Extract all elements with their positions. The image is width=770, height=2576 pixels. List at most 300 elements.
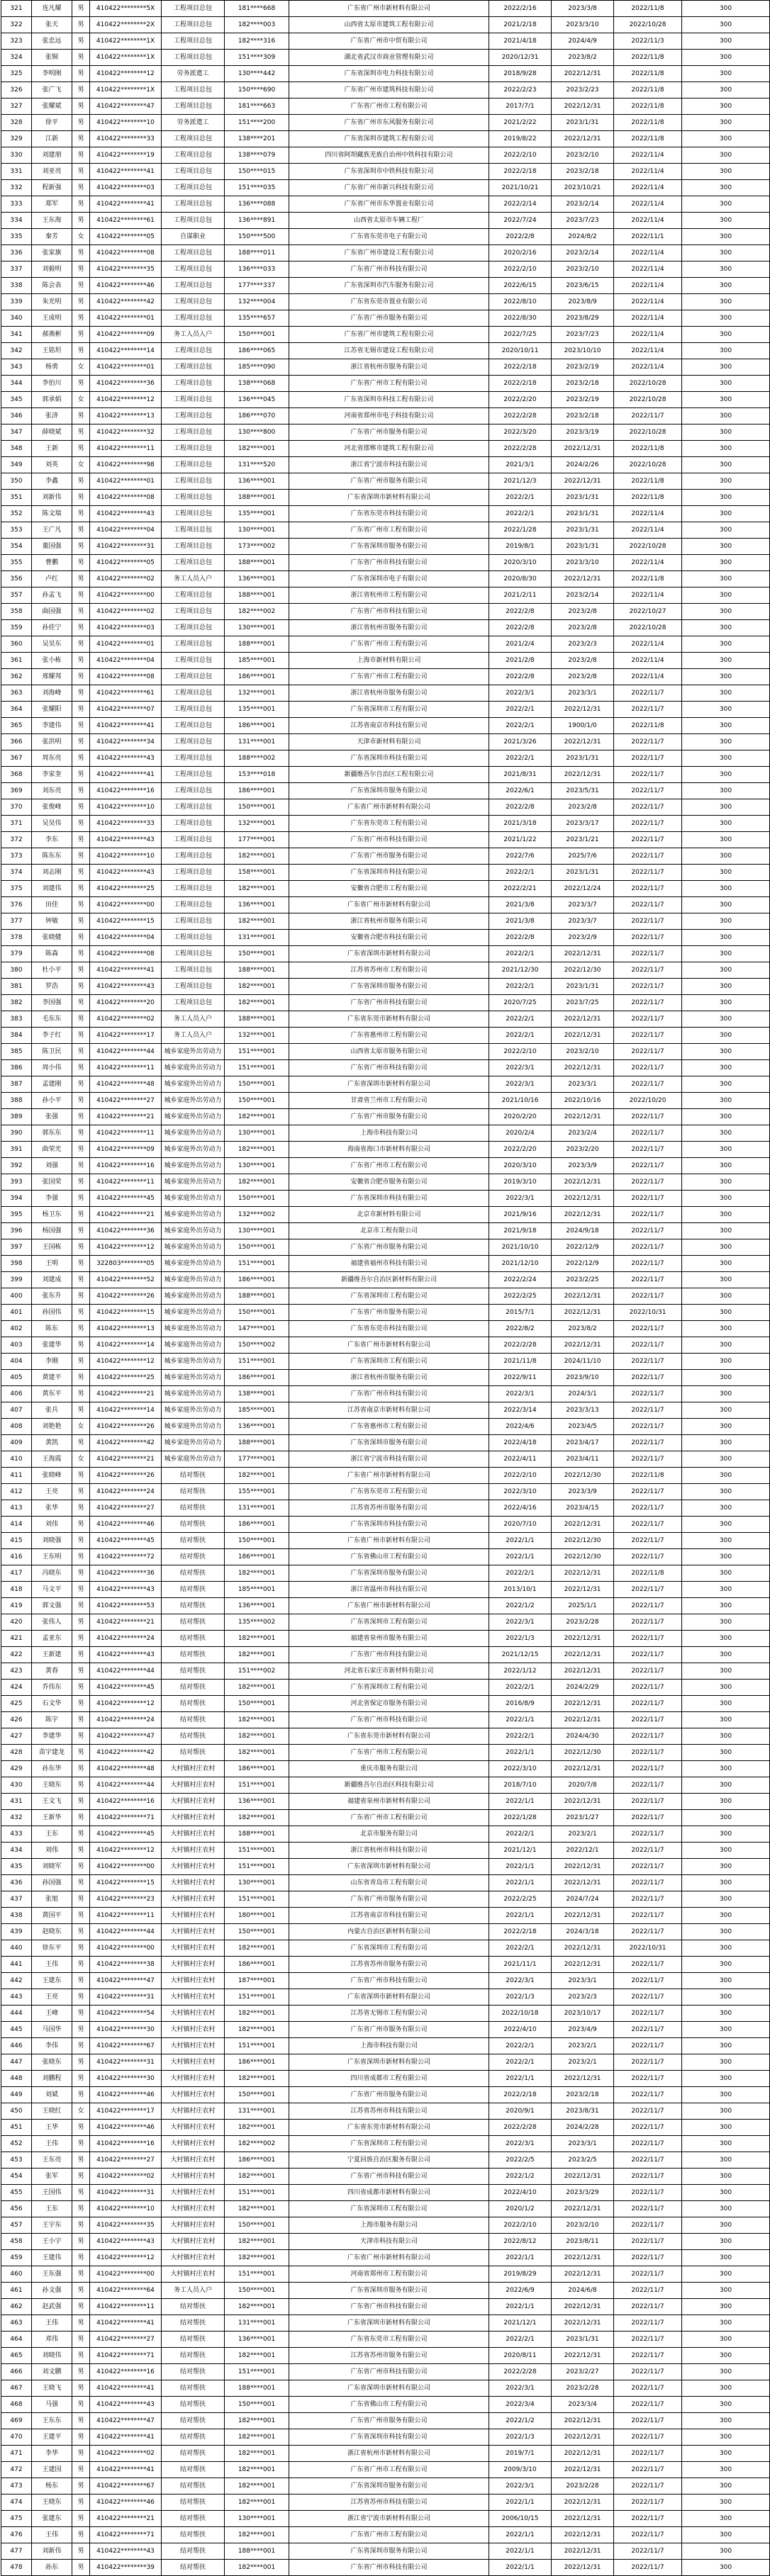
gender-cell: 男 — [72, 2217, 90, 2234]
id-number-cell: 410422********12 — [90, 1239, 162, 1256]
subsidy-amount-cell: 300 — [682, 653, 770, 669]
row-number-cell: 443 — [1, 1989, 32, 2006]
name-cell: 吴昊东 — [32, 636, 72, 653]
employment-category-cell: 城乡家庭外出劳动力 — [162, 1223, 225, 1239]
issue-date-cell: 2022/11/7 — [614, 1728, 682, 1745]
table-row — [1, 767, 770, 783]
issue-date-cell: 2022/11/7 — [614, 1843, 682, 1859]
row-number-cell: 382 — [1, 995, 32, 1011]
issue-date-cell: 2022/11/7 — [614, 1549, 682, 1565]
phone-number-cell: 182****001 — [225, 881, 289, 897]
phone-number-cell: 136****001 — [225, 897, 289, 913]
phone-number-cell: 136****045 — [225, 392, 289, 408]
name-cell: 孙小平 — [32, 1093, 72, 1109]
employer-name-cell: 广东省深圳市服务有限公司 — [289, 539, 489, 555]
contract-end-date-cell: 2023/1/21 — [552, 832, 614, 848]
name-cell: 王文飞 — [32, 1794, 72, 1810]
name-cell: 曲荣光 — [32, 1142, 72, 1158]
employer-name-cell: 山西省太原市建筑工程有限公司 — [289, 17, 489, 33]
phone-number-cell: 182****001 — [225, 995, 289, 1011]
subsidy-amount-cell: 300 — [682, 2283, 770, 2299]
id-number-cell: 410422********19 — [90, 147, 162, 164]
id-number-cell: 410422********43 — [90, 2397, 162, 2413]
table-row — [1, 506, 770, 522]
contract-start-date-cell: 2022/1/28 — [489, 1810, 552, 1826]
contract-end-date-cell: 2023/2/28 — [552, 2380, 614, 2397]
subsidy-amount-cell: 300 — [682, 1386, 770, 1402]
table-row — [1, 408, 770, 424]
issue-date-cell: 2022/10/27 — [614, 604, 682, 620]
subsidy-amount-cell: 300 — [682, 1223, 770, 1239]
gender-cell: 男 — [72, 2250, 90, 2266]
table-row — [1, 1908, 770, 1924]
subsidy-amount-cell: 300 — [682, 1142, 770, 1158]
issue-date-cell: 2022/11/8 — [614, 1565, 682, 1582]
contract-end-date-cell: 2023/2/9 — [552, 930, 614, 946]
row-number-cell: 350 — [1, 473, 32, 490]
contract-start-date-cell: 2022/1/1 — [489, 1712, 552, 1728]
employment-category-cell: 结对帮扶 — [162, 2462, 225, 2478]
id-number-cell: 410422********15 — [90, 913, 162, 930]
phone-number-cell: 185****090 — [225, 359, 289, 376]
employment-category-cell: 工程项目总包 — [162, 979, 225, 995]
employment-category-cell: 结对帮扶 — [162, 2543, 225, 2560]
table-row — [1, 2348, 770, 2364]
phone-number-cell: 130****800 — [225, 424, 289, 441]
name-cell: 刘新伟 — [32, 2543, 72, 2560]
subsidy-amount-cell: 300 — [682, 995, 770, 1011]
contract-start-date-cell: 2013/10/1 — [489, 1582, 552, 1598]
employment-category-cell: 大村镇村庄农村 — [162, 2071, 225, 2087]
contract-start-date-cell: 2022/7/24 — [489, 213, 552, 229]
table-row — [1, 1924, 770, 1940]
gender-cell: 男 — [72, 1728, 90, 1745]
row-number-cell: 463 — [1, 2315, 32, 2332]
gender-cell: 男 — [72, 1761, 90, 1777]
name-cell: 张济 — [32, 408, 72, 424]
subsidy-amount-cell: 300 — [682, 1891, 770, 1908]
phone-number-cell: 136****001 — [225, 473, 289, 490]
contract-end-date-cell: 2023/1/27 — [552, 1810, 614, 1826]
subsidy-amount-cell: 300 — [682, 816, 770, 832]
contract-start-date-cell: 2022/2/28 — [489, 441, 552, 457]
gender-cell: 男 — [72, 2413, 90, 2429]
subsidy-amount-cell: 300 — [682, 1875, 770, 1891]
subsidy-amount-cell: 300 — [682, 180, 770, 196]
name-cell: 王东 — [32, 1826, 72, 1843]
contract-end-date-cell: 2022/12/31 — [552, 2250, 614, 2266]
id-number-cell: 410422********42 — [90, 1745, 162, 1761]
row-number-cell: 336 — [1, 245, 32, 261]
name-cell: 陈东东 — [32, 848, 72, 865]
contract-start-date-cell: 2021/3/8 — [489, 913, 552, 930]
row-number-cell: 395 — [1, 1207, 32, 1223]
table-row — [1, 1028, 770, 1044]
contract-start-date-cell: 2022/1/1 — [489, 1794, 552, 1810]
issue-date-cell: 2022/10/31 — [614, 1305, 682, 1321]
gender-cell: 男 — [72, 1891, 90, 1908]
phone-number-cell: 135****001 — [225, 702, 289, 718]
subsidy-amount-cell: 300 — [682, 685, 770, 702]
contract-start-date-cell: 2022/3/1 — [489, 1614, 552, 1631]
contract-end-date-cell: 2023/2/28 — [552, 1614, 614, 1631]
id-number-cell: 410422********44 — [90, 1777, 162, 1794]
phone-number-cell: 173****002 — [225, 539, 289, 555]
issue-date-cell: 2022/10/31 — [614, 1940, 682, 1957]
employer-name-cell: 广东省广州市服务有限公司 — [289, 1109, 489, 1125]
contract-start-date-cell: 2022/2/1 — [489, 2038, 552, 2054]
issue-date-cell: 2022/11/4 — [614, 636, 682, 653]
table-row — [1, 327, 770, 343]
employer-name-cell: 江苏省南京市科技有限公司 — [289, 718, 489, 734]
gender-cell: 男 — [72, 1305, 90, 1321]
name-cell: 马强 — [32, 2397, 72, 2413]
phone-number-cell: 186****001 — [225, 783, 289, 799]
gender-cell: 男 — [72, 2152, 90, 2169]
name-cell: 王国伟 — [32, 2185, 72, 2201]
table-row — [1, 229, 770, 245]
employment-category-cell: 大村镇村庄农村 — [162, 1891, 225, 1908]
subsidy-amount-cell: 300 — [682, 1468, 770, 1484]
contract-end-date-cell: 2023/4/5 — [552, 1419, 614, 1435]
contract-start-date-cell: 2022/2/18 — [489, 376, 552, 392]
issue-date-cell: 2022/11/7 — [614, 1875, 682, 1891]
issue-date-cell: 2022/11/7 — [614, 2169, 682, 2185]
issue-date-cell: 2022/11/7 — [614, 2266, 682, 2283]
contract-end-date-cell: 2024/2/26 — [552, 457, 614, 473]
employer-name-cell: 广东省佛山市工程有限公司 — [289, 1549, 489, 1565]
phone-number-cell: 182****001 — [225, 2446, 289, 2462]
employer-name-cell: 四川省成都市工程有限公司 — [289, 2071, 489, 2087]
employer-name-cell: 广东省广州市科技有限公司 — [289, 555, 489, 571]
employment-category-cell: 工程项目总包 — [162, 441, 225, 457]
contract-start-date-cell: 2022/3/1 — [489, 2136, 552, 2152]
subsidy-amount-cell: 300 — [682, 2054, 770, 2071]
employer-name-cell: 广东省深圳市服务有限公司 — [289, 979, 489, 995]
gender-cell: 男 — [72, 799, 90, 816]
phone-number-cell: 181****663 — [225, 99, 289, 115]
gender-cell: 男 — [72, 897, 90, 913]
contract-end-date-cell: 2022/12/31 — [552, 2348, 614, 2364]
contract-end-date-cell: 2022/12/31 — [552, 1305, 614, 1321]
contract-end-date-cell: 2025/1/1 — [552, 1598, 614, 1614]
employment-category-cell: 工程项目总包 — [162, 897, 225, 913]
issue-date-cell: 2022/11/7 — [614, 1794, 682, 1810]
issue-date-cell: 2022/11/7 — [614, 734, 682, 750]
table-row — [1, 1582, 770, 1598]
id-number-cell: 410422********12 — [90, 392, 162, 408]
issue-date-cell: 2022/11/7 — [614, 2217, 682, 2234]
contract-start-date-cell: 2022/1/1 — [489, 1875, 552, 1891]
table-row — [1, 1777, 770, 1794]
contract-start-date-cell: 2019/8/29 — [489, 2266, 552, 2283]
contract-start-date-cell: 2022/7/6 — [489, 848, 552, 865]
employer-name-cell: 广东省广州市工程有限公司 — [289, 1745, 489, 1761]
contract-start-date-cell: 2018/7/10 — [489, 1777, 552, 1794]
id-number-cell: 410422********67 — [90, 2038, 162, 2054]
employer-name-cell: 广东省广州市服务有限公司 — [289, 1891, 489, 1908]
name-cell: 王华 — [32, 2120, 72, 2136]
employment-category-cell: 结对帮扶 — [162, 2478, 225, 2495]
contract-start-date-cell: 2022/2/28 — [489, 2364, 552, 2380]
contract-end-date-cell: 2023/2/28 — [552, 2478, 614, 2495]
gender-cell: 男 — [72, 2543, 90, 2560]
row-number-cell: 341 — [1, 327, 32, 343]
employment-category-cell: 工程项目总包 — [162, 343, 225, 359]
id-number-cell: 410422********35 — [90, 261, 162, 278]
issue-date-cell: 2022/11/7 — [614, 1321, 682, 1337]
table-row — [1, 343, 770, 359]
employer-name-cell: 广东省广州市新材料有限公司 — [289, 1598, 489, 1614]
gender-cell: 男 — [72, 946, 90, 962]
table-row — [1, 1354, 770, 1370]
gender-cell: 男 — [72, 1940, 90, 1957]
row-number-cell: 411 — [1, 1468, 32, 1484]
employment-category-cell: 大村镇村庄农村 — [162, 1957, 225, 1973]
row-number-cell: 468 — [1, 2397, 32, 2413]
table-row — [1, 82, 770, 99]
gender-cell: 男 — [72, 1272, 90, 1288]
row-number-cell: 418 — [1, 1582, 32, 1598]
row-number-cell: 393 — [1, 1174, 32, 1191]
issue-date-cell: 2022/11/7 — [614, 1908, 682, 1924]
id-number-cell: 410422********16 — [90, 1794, 162, 1810]
row-number-cell: 358 — [1, 604, 32, 620]
row-number-cell: 475 — [1, 2511, 32, 2527]
contract-end-date-cell: 2023/3/29 — [552, 2185, 614, 2201]
row-number-cell: 368 — [1, 767, 32, 783]
row-number-cell: 455 — [1, 2185, 32, 2201]
employer-name-cell: 浙江省杭州市服务有限公司 — [289, 620, 489, 636]
row-number-cell: 449 — [1, 2087, 32, 2103]
contract-start-date-cell: 2022/3/1 — [489, 1060, 552, 1076]
id-number-cell: 410422********10 — [90, 115, 162, 131]
id-number-cell: 410422********98 — [90, 457, 162, 473]
table-row — [1, 2511, 770, 2527]
table-row — [1, 1321, 770, 1337]
contract-end-date-cell: 2022/12/31 — [552, 441, 614, 457]
gender-cell: 男 — [72, 1142, 90, 1158]
gender-cell: 男 — [72, 1533, 90, 1549]
gender-cell: 男 — [72, 33, 90, 50]
issue-date-cell: 2022/11/7 — [614, 1354, 682, 1370]
contract-start-date-cell: 2022/2/1 — [489, 1011, 552, 1028]
name-cell: 刘新伟 — [32, 490, 72, 506]
name-cell: 孙佳宁 — [32, 620, 72, 636]
row-number-cell: 372 — [1, 832, 32, 848]
gender-cell: 男 — [72, 865, 90, 881]
employer-name-cell: 广东省广州市科技有限公司 — [289, 1386, 489, 1402]
name-cell: 张东升 — [32, 1288, 72, 1305]
gender-cell: 男 — [72, 962, 90, 979]
employer-name-cell: 天津市新材料有限公司 — [289, 734, 489, 750]
subsidy-amount-cell: 300 — [682, 1402, 770, 1419]
id-number-cell: 410422********09 — [90, 1142, 162, 1158]
employer-name-cell: 广东省广州市新材料有限公司 — [289, 2250, 489, 2266]
id-number-cell: 410422********25 — [90, 1370, 162, 1386]
gender-cell: 男 — [72, 50, 90, 66]
contract-end-date-cell: 2022/12/31 — [552, 131, 614, 147]
phone-number-cell: 186****001 — [225, 1272, 289, 1288]
gender-cell: 男 — [72, 1125, 90, 1142]
table-row — [1, 522, 770, 539]
contract-end-date-cell: 2023/2/8 — [552, 669, 614, 685]
row-number-cell: 377 — [1, 913, 32, 930]
subsidy-amount-cell: 300 — [682, 767, 770, 783]
employer-name-cell: 山西省太原市车辆工程厂 — [289, 213, 489, 229]
subsidy-amount-cell: 300 — [682, 2250, 770, 2266]
issue-date-cell: 2022/11/7 — [614, 1044, 682, 1060]
table-row — [1, 1288, 770, 1305]
table-row — [1, 1940, 770, 1957]
row-number-cell: 384 — [1, 1028, 32, 1044]
subsidy-amount-cell: 300 — [682, 115, 770, 131]
contract-start-date-cell: 2022/2/10 — [489, 2217, 552, 2234]
phone-number-cell: 185****001 — [225, 1582, 289, 1598]
id-number-cell: 410422********12 — [90, 2250, 162, 2266]
table-row — [1, 636, 770, 653]
name-cell: 邓伟 — [32, 2332, 72, 2348]
issue-date-cell: 2022/11/7 — [614, 408, 682, 424]
contract-end-date-cell: 2023/4/11 — [552, 1451, 614, 1468]
employer-name-cell: 浙江省杭州市服务有限公司 — [289, 1370, 489, 1386]
row-number-cell: 364 — [1, 702, 32, 718]
issue-date-cell: 2022/11/7 — [614, 783, 682, 799]
employment-category-cell: 城乡家庭外出劳动力 — [162, 1354, 225, 1370]
issue-date-cell: 2022/11/7 — [614, 2495, 682, 2511]
id-number-cell: 410422********21 — [90, 1207, 162, 1223]
gender-cell: 男 — [72, 1191, 90, 1207]
employment-category-cell: 劳务派遣工 — [162, 115, 225, 131]
id-number-cell: 410422********02 — [90, 571, 162, 587]
employment-category-cell: 城乡家庭外出劳动力 — [162, 1337, 225, 1354]
contract-start-date-cell: 2022/1/1 — [489, 2071, 552, 2087]
name-cell: 陈卫民 — [32, 1044, 72, 1060]
table-row — [1, 2152, 770, 2169]
id-number-cell: 410422********46 — [90, 2120, 162, 2136]
employment-category-cell: 结对帮扶 — [162, 1500, 225, 1517]
contract-end-date-cell: 2023/1/31 — [552, 750, 614, 767]
phone-number-cell: 182****001 — [225, 1712, 289, 1728]
issue-date-cell: 2022/11/7 — [614, 995, 682, 1011]
contract-end-date-cell: 2024/9/18 — [552, 1223, 614, 1239]
id-number-cell: 410422********03 — [90, 620, 162, 636]
id-number-cell: 410422********48 — [90, 1076, 162, 1093]
id-number-cell: 410422********16 — [90, 783, 162, 799]
name-cell: 刘志刚 — [32, 865, 72, 881]
row-number-cell: 413 — [1, 1500, 32, 1517]
contract-end-date-cell: 2022/12/31 — [552, 2543, 614, 2560]
name-cell: 王东强 — [32, 2266, 72, 2283]
name-cell: 刘文鹏 — [32, 2364, 72, 2380]
gender-cell: 男 — [72, 571, 90, 587]
phone-number-cell: 185****001 — [225, 1402, 289, 1419]
issue-date-cell: 2022/11/7 — [614, 1696, 682, 1712]
contract-end-date-cell: 2022/12/31 — [552, 767, 614, 783]
id-number-cell: 410422********2X — [90, 17, 162, 33]
phone-number-cell: 151****001 — [225, 1777, 289, 1794]
contract-end-date-cell: 2023/8/31 — [552, 2103, 614, 2120]
id-number-cell: 410422********44 — [90, 1044, 162, 1060]
phone-number-cell: 187****001 — [225, 1973, 289, 1989]
subsidy-amount-cell: 300 — [682, 2462, 770, 2478]
row-number-cell: 357 — [1, 587, 32, 604]
subsidy-amount-cell: 300 — [682, 1028, 770, 1044]
gender-cell: 男 — [72, 1794, 90, 1810]
employer-name-cell: 广东省广州市科技有限公司 — [289, 2560, 489, 2576]
gender-cell: 男 — [72, 1468, 90, 1484]
id-number-cell: 410422********02 — [90, 604, 162, 620]
table-row — [1, 848, 770, 865]
employment-category-cell: 结对帮扶 — [162, 1745, 225, 1761]
subsidy-amount-cell: 300 — [682, 2478, 770, 2495]
issue-date-cell: 2022/11/4 — [614, 180, 682, 196]
table-row — [1, 1060, 770, 1076]
contract-end-date-cell: 2023/3/1 — [552, 2136, 614, 2152]
gender-cell: 男 — [72, 82, 90, 99]
phone-number-cell: 186****070 — [225, 408, 289, 424]
employment-category-cell: 务工人员入户 — [162, 1011, 225, 1028]
employer-name-cell: 湖北省武汉市商业管理有限公司 — [289, 50, 489, 66]
contract-start-date-cell: 2022/3/1 — [489, 2380, 552, 2397]
contract-start-date-cell: 2022/2/24 — [489, 1272, 552, 1288]
subsidy-amount-cell: 300 — [682, 1712, 770, 1728]
issue-date-cell: 2022/11/7 — [614, 1419, 682, 1435]
row-number-cell: 405 — [1, 1370, 32, 1386]
row-number-cell: 473 — [1, 2478, 32, 2495]
employment-category-cell: 城乡家庭外出劳动力 — [162, 1370, 225, 1386]
issue-date-cell: 2022/11/4 — [614, 359, 682, 376]
contract-end-date-cell: 2023/5/31 — [552, 783, 614, 799]
subsidy-amount-cell: 300 — [682, 1191, 770, 1207]
employment-category-cell: 大村镇村庄农村 — [162, 2201, 225, 2217]
contract-start-date-cell: 2022/3/20 — [489, 424, 552, 441]
id-number-cell: 410422********08 — [90, 669, 162, 685]
contract-start-date-cell: 2022/1/28 — [489, 522, 552, 539]
id-number-cell: 410422********16 — [90, 2136, 162, 2152]
contract-start-date-cell: 2019/8/1 — [489, 539, 552, 555]
row-number-cell: 348 — [1, 441, 32, 457]
gender-cell: 男 — [72, 587, 90, 604]
phone-number-cell: 182****001 — [225, 2429, 289, 2446]
employment-category-cell: 工程项目总包 — [162, 767, 225, 783]
employer-name-cell: 广东省广州市科技有限公司 — [289, 832, 489, 848]
contract-start-date-cell: 2022/1/3 — [489, 1631, 552, 1647]
contract-start-date-cell: 2022/8/10 — [489, 294, 552, 310]
issue-date-cell: 2022/11/4 — [614, 327, 682, 343]
issue-date-cell: 2022/11/7 — [614, 1517, 682, 1533]
issue-date-cell: 2022/11/7 — [614, 1288, 682, 1305]
row-number-cell: 404 — [1, 1354, 32, 1370]
contract-end-date-cell: 2023/1/31 — [552, 490, 614, 506]
name-cell: 张强 — [32, 1109, 72, 1125]
table-row — [1, 2234, 770, 2250]
issue-date-cell: 2022/11/4 — [614, 522, 682, 539]
phone-number-cell: 182****001 — [225, 1468, 289, 1484]
table-row — [1, 2397, 770, 2413]
phone-number-cell: 182****001 — [225, 2169, 289, 2185]
gender-cell: 男 — [72, 1989, 90, 2006]
id-number-cell: 410422********00 — [90, 1940, 162, 1957]
gender-cell: 男 — [72, 1060, 90, 1076]
phone-number-cell: 188****001 — [225, 1288, 289, 1305]
row-number-cell: 361 — [1, 653, 32, 669]
table-row — [1, 1451, 770, 1468]
row-number-cell: 340 — [1, 310, 32, 327]
contract-end-date-cell: 2022/12/9 — [552, 1239, 614, 1256]
subsidy-amount-cell: 300 — [682, 229, 770, 245]
id-number-cell: 410422********31 — [90, 2054, 162, 2071]
